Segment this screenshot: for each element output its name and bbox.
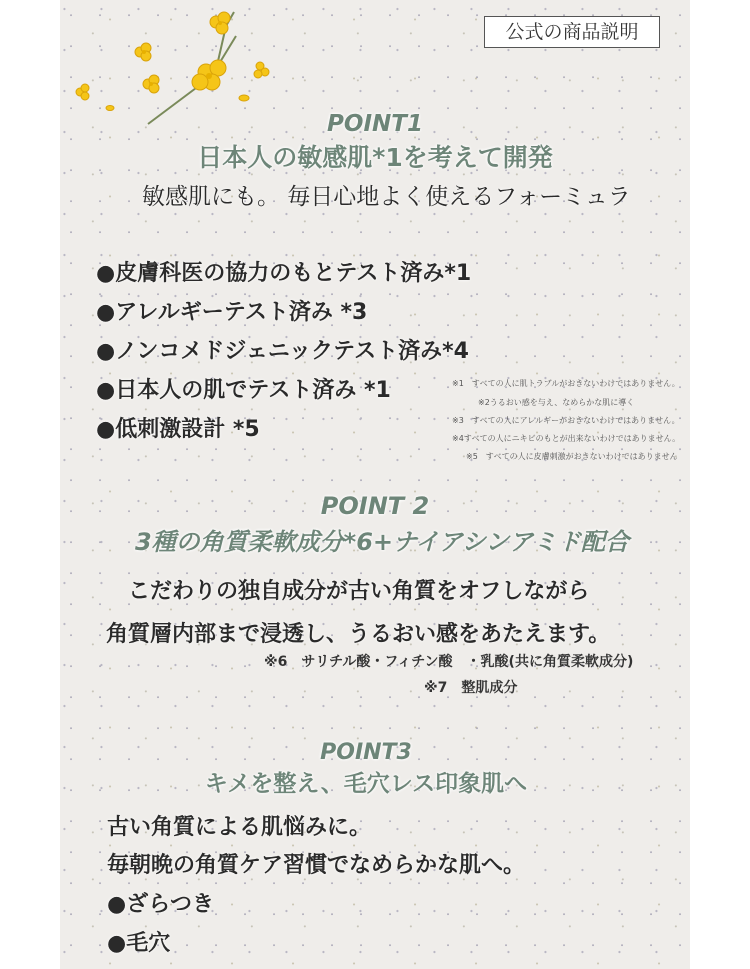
point2-note-1: ※6 サリチル酸・フィチン酸 ・乳酸(共に角質柔軟成分)	[264, 654, 634, 670]
point2-note-2: ※7 整肌成分	[424, 680, 518, 696]
point1-footnote-3: ※3 すべての人にアレルギーがおきないわけではありません。	[452, 416, 680, 425]
point1-bullet-4: ●日本人の肌でテスト済み *1	[96, 378, 391, 403]
official-description-badge: 公式の商品説明	[484, 16, 660, 48]
point2-body-1: こだわりの独自成分が古い角質をオフしながら	[128, 579, 590, 604]
point1-bullet-3: ●ノンコメドジェニックテスト済み*4	[96, 339, 469, 364]
point2-subtitle: 3種の角質柔軟成分*6+ナイアシンアミド配合	[134, 528, 630, 556]
point3-bullet-1: ●ざらつき	[107, 892, 214, 917]
point1-lead: 敏感肌にも。 毎日心地よく使えるフォーミュラ	[142, 184, 631, 210]
point2-body-2: 角質層内部まで浸透し、うるおい感をあたえます。	[106, 622, 611, 647]
point1-footnote-2: ※2うるおい感を与え、なめらかな肌に導く	[478, 398, 635, 407]
point3-body-1: 古い角質による肌悩みに。	[107, 815, 372, 840]
point3-title: POINT3	[320, 740, 412, 765]
point1-title: POINT1	[327, 111, 423, 137]
point3-bullet-2: ●毛穴	[107, 931, 171, 956]
point1-footnote-1: ※1 すべての人に肌トラブルがおきないわけではありません。	[452, 379, 680, 388]
point1-footnote-5: ※5 すべての人に皮膚刺激がおきないわけではありません	[466, 452, 678, 461]
point3-body-2: 毎朝晩の角質ケア習慣でなめらかな肌へ。	[107, 853, 526, 878]
point1-bullet-1: ●皮膚科医の協力のもとテスト済み*1	[96, 261, 472, 286]
flower-decoration-icon	[66, 6, 286, 126]
point2-title: POINT 2	[320, 492, 430, 520]
point1-subtitle: 日本人の敏感肌*1を考えて開発	[197, 143, 553, 172]
point1-bullet-5: ●低刺激設計 *5	[96, 417, 260, 442]
point1-bullet-2: ●アレルギーテスト済み *3	[96, 300, 368, 325]
point3-subtitle: キメを整え、毛穴レス印象肌へ	[204, 771, 528, 797]
point1-footnote-4: ※4すべての人にニキビのもとが出来ないわけではありません。	[452, 434, 681, 443]
